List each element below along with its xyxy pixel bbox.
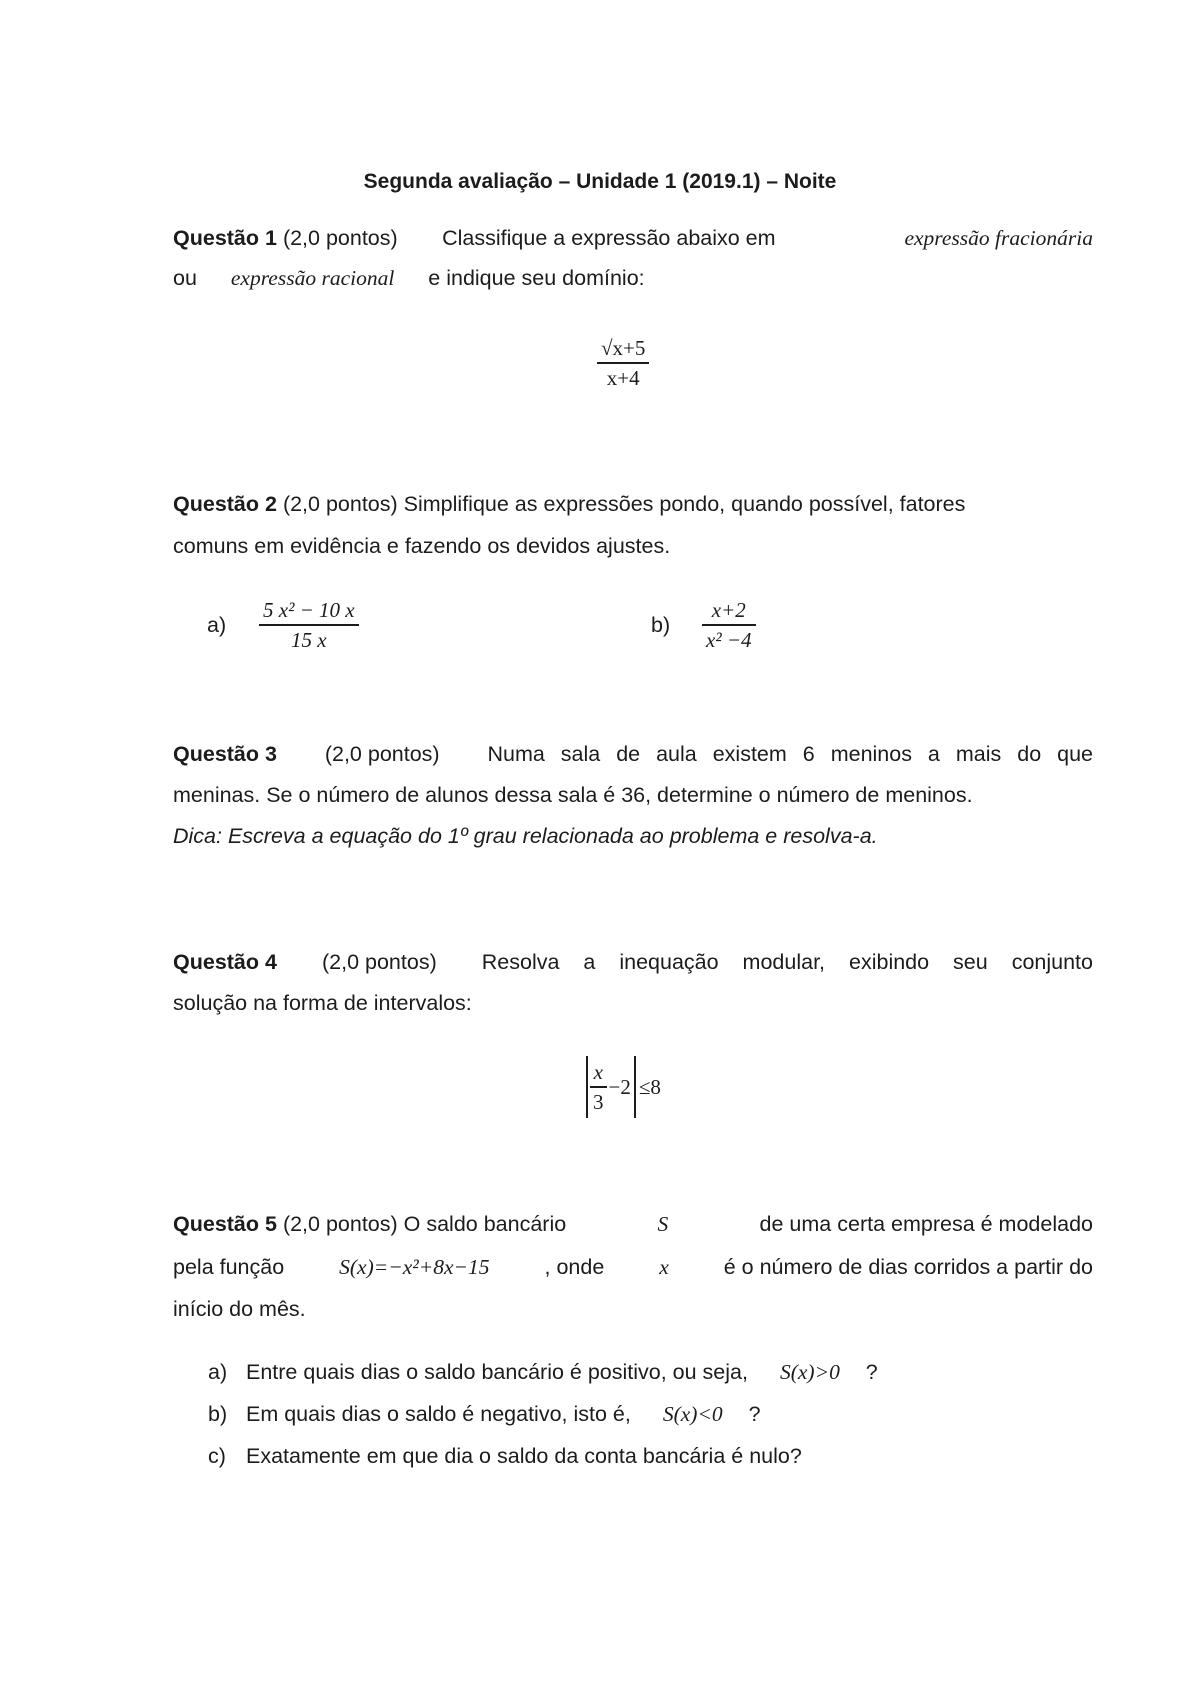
- q5-heading: Questão 5: [173, 1212, 277, 1236]
- q2-a-numerator: 5 x² − 10 x: [263, 598, 355, 622]
- q4-text-1: Resolva a inequação modular, exibindo seu conjunto: [481, 950, 1093, 974]
- q5-item-b-mark: b): [208, 1402, 228, 1426]
- q5-line-3: início do mês.: [173, 1297, 306, 1321]
- q2-a-denominator: 15 x: [291, 628, 327, 652]
- q5-function: S(x)=−x²+8x−15: [339, 1255, 490, 1279]
- q5-text-4: , onde: [544, 1255, 605, 1279]
- q5-item-a-math: S(x)>0: [779, 1360, 840, 1384]
- q4-heading: Questão 4: [173, 950, 277, 974]
- q1-denominator: x+4: [606, 366, 640, 390]
- q5-symbol-x: x: [659, 1255, 669, 1279]
- q2-fraction-a: [259, 598, 359, 653]
- q3-text-1: Numa sala de aula existem 6 meninos a mais do que: [487, 742, 1093, 766]
- q5-item-a: [208, 1360, 878, 1385]
- page-title: Segunda avaliação – Unidade 1 (2019.1) – Noite: [363, 170, 837, 193]
- q2-item-b-label: b): [651, 613, 671, 637]
- q2-text-1: Simplifique as expressões pondo, quando possível, fatores: [403, 492, 966, 516]
- q4-minus-two: −2: [608, 1074, 631, 1099]
- q4-relation: ≤8: [638, 1074, 661, 1099]
- q3-heading: Questão 3: [173, 742, 277, 766]
- q5-text-2: de uma certa empresa é modelado: [759, 1212, 1093, 1236]
- q5-text-1: O saldo bancário: [403, 1212, 567, 1236]
- q5-item-a-text: Entre quais dias o saldo bancário é positivo, ou seja,: [246, 1360, 748, 1384]
- q4-inequality: [586, 1055, 661, 1119]
- q4-points: (2,0 pontos): [322, 950, 437, 974]
- q5-item-b-text: Em quais dias o saldo é negativo, isto é,: [246, 1402, 631, 1426]
- q5-item-a-end: ?: [865, 1360, 878, 1384]
- q2-heading: Questão 2: [173, 492, 277, 516]
- q5-item-b: [208, 1402, 761, 1427]
- q5-line-1: [173, 1212, 1093, 1237]
- q2-line-1: [173, 492, 1093, 517]
- q3-points: (2,0 pontos): [324, 742, 440, 766]
- q1-fraction: [597, 336, 649, 391]
- q4-fraction: [590, 1060, 607, 1115]
- q5-item-c-text: Exatamente em que dia o saldo da conta bancária é nulo?: [246, 1444, 802, 1468]
- q5-item-c-mark: c): [208, 1444, 226, 1468]
- q1-text-2: e indique seu domínio:: [428, 266, 645, 290]
- q1-term-racional: expressão racional: [230, 266, 395, 290]
- q4-line-1: [173, 950, 1093, 975]
- q5-item-c: [208, 1444, 802, 1469]
- q5-text-3: pela função: [173, 1255, 285, 1279]
- q2-b-denominator: x² −4: [706, 628, 752, 652]
- q1-line-2: [173, 266, 645, 291]
- q2-fraction-b: [702, 598, 756, 653]
- q5-item-b-end: ?: [748, 1402, 761, 1426]
- q1-term-fracionaria: expressão fracionária: [904, 226, 1093, 250]
- q3-line-2: meninas. Se o número de alunos dessa sala é 36, determine o número de meninos.: [173, 783, 973, 807]
- q1-or: ou: [173, 266, 197, 290]
- q2-item-a-label: a): [207, 613, 227, 637]
- q3-line-1: [173, 742, 1093, 767]
- q4-abs-bar-right: [634, 1056, 636, 1118]
- q1-points: (2,0 pontos): [282, 226, 398, 250]
- q1-numerator: √x+5: [601, 336, 646, 360]
- q1-heading: Questão 1: [173, 226, 277, 250]
- q3-hint: Dica: Escreva a equação do 1º grau relacionada ao problema e resolva-a.: [173, 824, 878, 848]
- q5-item-b-math: S(x)<0: [662, 1402, 723, 1426]
- q2-points: (2,0 pontos): [282, 492, 398, 516]
- q4-abs-bar-left: [586, 1056, 588, 1118]
- q5-line-2: [173, 1255, 1093, 1280]
- q2-line-2: comuns em evidência e fazendo os devidos ajustes.: [173, 534, 671, 558]
- q5-text-5: é o número de dias corridos a partir do: [723, 1255, 1093, 1279]
- q5-item-a-mark: a): [208, 1360, 228, 1384]
- q4-frac-den: 3: [593, 1089, 604, 1114]
- q2-b-numerator: x+2: [711, 598, 746, 622]
- q5-points: (2,0 pontos): [282, 1212, 398, 1236]
- q4-line-2: solução na forma de intervalos:: [173, 991, 472, 1015]
- q4-frac-num: x: [593, 1059, 603, 1084]
- q1-text-1: Classifique a expressão abaixo em: [442, 226, 776, 250]
- q5-symbol-s: S: [657, 1212, 669, 1236]
- q1-line-1: [173, 226, 1093, 251]
